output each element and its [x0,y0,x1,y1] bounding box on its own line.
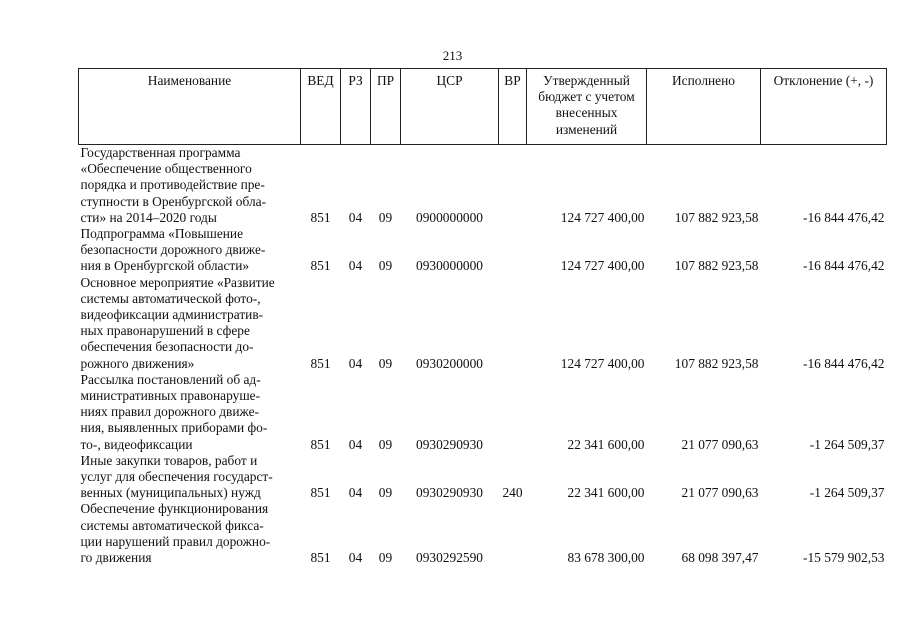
row-pr: 09 [378,355,393,371]
row-csr: 0930000000 [416,258,483,274]
row-vr [499,372,527,453]
row-name: Основное мероприятие «Развитие системы автоматической фото-, видеофиксации административ- ных правонарушений в сфере обеспечения безопасности до- рожного движения» [80,274,275,371]
row-csr: 0930290930 [416,485,483,501]
table-row [79,226,887,275]
row-executed: 21 077 090,63 [681,485,759,501]
row-approved: 22 341 600,00 [567,485,645,501]
header-ved: ВЕД [301,69,341,145]
table-header-row [79,69,887,145]
row-approved: 124 727 400,00 [560,209,645,225]
row-deviation: -1 264 509,37 [809,485,885,501]
header-csr: ЦСР [401,69,499,145]
row-ved: 851 [310,258,331,274]
row-vr: 240 [502,485,523,501]
row-rz: 04 [348,436,363,452]
row-name: Иные закупки товаров, работ и услуг для обеспечения государст- венных (муниципальных) нужд [80,452,273,501]
row-approved: 124 727 400,00 [560,355,645,371]
row-vr [499,275,527,372]
header-executed: Исполнено [647,69,761,145]
row-ved: 851 [310,355,331,371]
row-pr: 09 [378,550,393,566]
row-executed: 107 882 923,58 [674,355,759,371]
row-ved: 851 [310,550,331,566]
row-name: Рассылка постановлений об ад- министративных правонаруше- ниях правил дорожного движе- ния, выявленных приборами фо- то-, видеофиксации [80,371,268,452]
row-pr: 09 [378,485,393,501]
budget-sheet [78,68,886,566]
row-rz: 04 [348,485,363,501]
header-deviation: Отклонение (+, -) [761,69,887,145]
row-rz: 04 [348,355,363,371]
row-approved: 22 341 600,00 [567,436,645,452]
row-vr [499,226,527,275]
row-approved: 124 727 400,00 [560,258,645,274]
row-deviation: -16 844 476,42 [803,258,885,274]
row-pr: 09 [378,209,393,225]
header-name: Наименование [79,69,301,145]
row-executed: 68 098 397,47 [681,550,759,566]
budget-table [78,68,887,566]
row-pr: 09 [378,436,393,452]
row-deviation: -1 264 509,37 [809,436,885,452]
row-rz: 04 [348,209,363,225]
row-executed: 107 882 923,58 [674,209,759,225]
table-row [79,372,887,453]
row-rz: 04 [348,550,363,566]
row-csr: 0930200000 [416,355,483,371]
row-vr [499,145,527,227]
row-name: Подпрограмма «Повышение безопасности дорожного движе- ния в Оренбургской области» [80,226,266,274]
row-name: Государственная программа «Обеспечение общественного порядка и противодействие пре- ступности в Оренбургской обла- сти» на 2014–2020 годы [80,145,267,225]
row-name: Обеспечение функционирования системы автоматической фикса- ции нарушений правил дорожно- го движения [80,501,271,566]
header-vr: ВР [499,69,527,145]
table-row [79,453,887,502]
row-csr: 0930290930 [416,436,483,452]
row-executed: 107 882 923,58 [674,258,759,274]
row-ved: 851 [310,485,331,501]
row-deviation: -15 579 902,53 [803,550,885,566]
row-csr: 0930292590 [416,550,483,566]
row-vr [499,501,527,566]
row-deviation: -16 844 476,42 [803,355,885,371]
page-number: 213 [442,48,463,63]
table-row [79,501,887,566]
row-pr: 09 [378,258,393,274]
row-ved: 851 [310,436,331,452]
row-ved: 851 [310,209,331,225]
row-executed: 21 077 090,63 [681,436,759,452]
row-deviation: -16 844 476,42 [803,209,885,225]
table-row [79,275,887,372]
header-approved: Утвержденный бюджет с учетом внесенных изменений [527,69,647,145]
row-csr: 0900000000 [416,209,483,225]
row-approved: 83 678 300,00 [567,550,645,566]
header-pr: ПР [371,69,401,145]
table-row [79,145,887,227]
header-rz: РЗ [341,69,371,145]
row-rz: 04 [348,258,363,274]
